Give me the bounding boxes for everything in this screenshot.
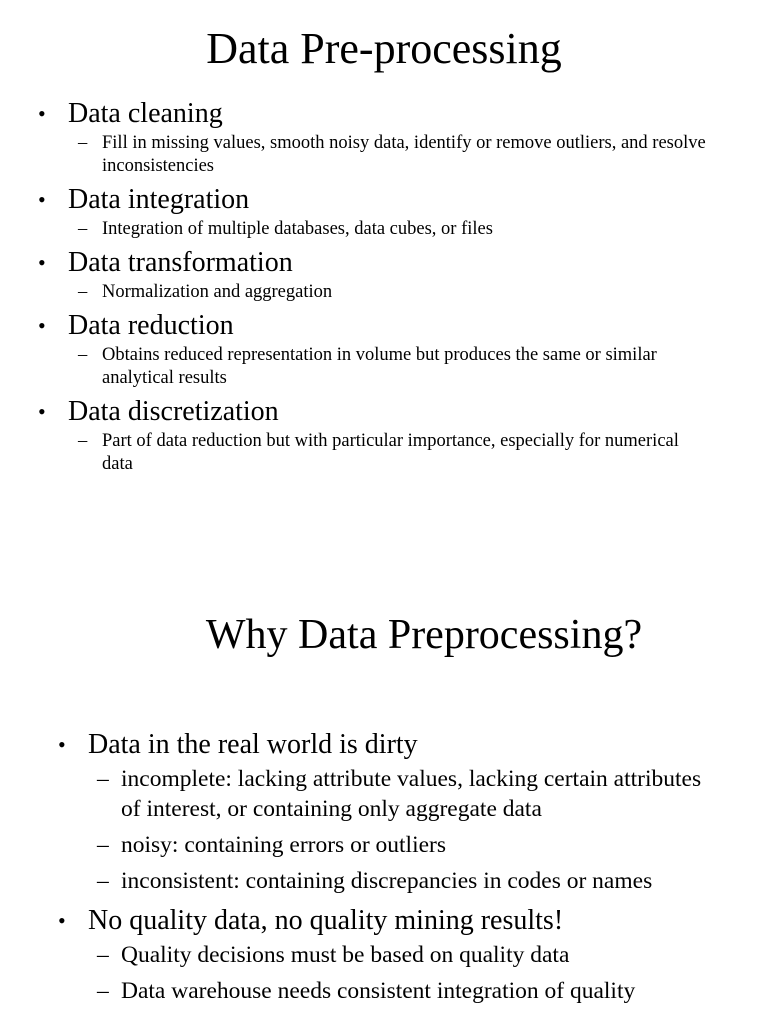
dash-marker: –: [97, 978, 109, 1004]
slide-title: Why Data Preprocessing?: [205, 612, 643, 658]
sub-item: [0, 218, 768, 241]
sub-item-text: Obtains reduced representation in volume but produces the same or similar analytical results: [102, 345, 657, 388]
dash-marker: –: [78, 431, 88, 451]
bullet-text: Data integration: [68, 184, 250, 215]
bullet-item-data-transformation: [0, 245, 768, 304]
bullet-text: Data transformation: [68, 247, 293, 278]
bullet-text: Data in the real world is dirty: [88, 729, 418, 760]
sub-list: [0, 940, 768, 1006]
dash-marker: –: [78, 133, 88, 153]
sub-item: [0, 976, 768, 1006]
sub-item-text: inconsistent: containing discrepancies in codes or names: [121, 868, 653, 894]
sub-list: [0, 132, 768, 178]
sub-item-text: Part of data reduction but with particular importance, especially for numerical data: [102, 431, 679, 474]
bullet-list: [0, 96, 768, 480]
bullet-item-data-integration: [0, 182, 768, 241]
bullet-item-dirty-data: [0, 726, 768, 896]
slide-why-data-preprocessing: [0, 590, 768, 1024]
bullet-item-data-cleaning: [0, 96, 768, 178]
slide-title: Data Pre-processing: [206, 24, 562, 73]
sub-item-text: incomplete: lacking attribute values, lacking certain attributes of interest, or containing only aggregate data: [121, 766, 702, 822]
dash-marker: –: [97, 832, 109, 858]
bullet-text: Data cleaning: [68, 98, 223, 129]
sub-item: [0, 940, 768, 970]
bullet-list: [0, 726, 768, 1012]
sub-list: [0, 430, 768, 476]
sub-item: [0, 281, 768, 304]
bullet-marker: •: [58, 732, 66, 757]
dash-marker: –: [97, 942, 109, 968]
dash-marker: –: [97, 868, 109, 894]
dash-marker: –: [97, 766, 109, 792]
sub-item-text: Integration of multiple databases, data cubes, or files: [102, 219, 493, 239]
bullet-text: Data discretization: [68, 396, 279, 427]
dash-marker: –: [78, 219, 88, 239]
sub-item-text: Normalization and aggregation: [102, 282, 333, 302]
sub-item: [0, 866, 768, 896]
sub-item: [0, 430, 768, 476]
dash-marker: –: [78, 282, 88, 302]
bullet-item-data-discretization: [0, 394, 768, 476]
bullet-text: Data reduction: [68, 310, 234, 341]
sub-list: [0, 218, 768, 241]
bullet-text: No quality data, no quality mining results!: [88, 905, 564, 936]
bullet-marker: •: [38, 187, 46, 212]
bullet-marker: •: [38, 399, 46, 424]
sub-item: [0, 830, 768, 860]
bullet-marker: •: [58, 908, 66, 933]
sub-item-text: noisy: containing errors or outliers: [121, 832, 447, 858]
dash-marker: –: [78, 345, 88, 365]
bullet-item-data-reduction: [0, 308, 768, 390]
sub-list: [0, 281, 768, 304]
bullet-marker: •: [38, 101, 46, 126]
bullet-marker: •: [38, 250, 46, 275]
sub-item: [0, 132, 768, 178]
sub-item-text: Quality decisions must be based on quality data: [121, 942, 570, 968]
sub-item-text: Data warehouse needs consistent integration of quality: [121, 978, 636, 1004]
sub-item-text: Fill in missing values, smooth noisy data, identify or remove outliers, and resolve inconsistencies: [102, 133, 706, 176]
sub-list: [0, 344, 768, 390]
sub-list: [0, 764, 768, 896]
sub-item: [0, 344, 768, 390]
sub-item: [0, 764, 768, 824]
bullet-item-quality-data: [0, 902, 768, 1006]
bullet-marker: •: [38, 313, 46, 338]
